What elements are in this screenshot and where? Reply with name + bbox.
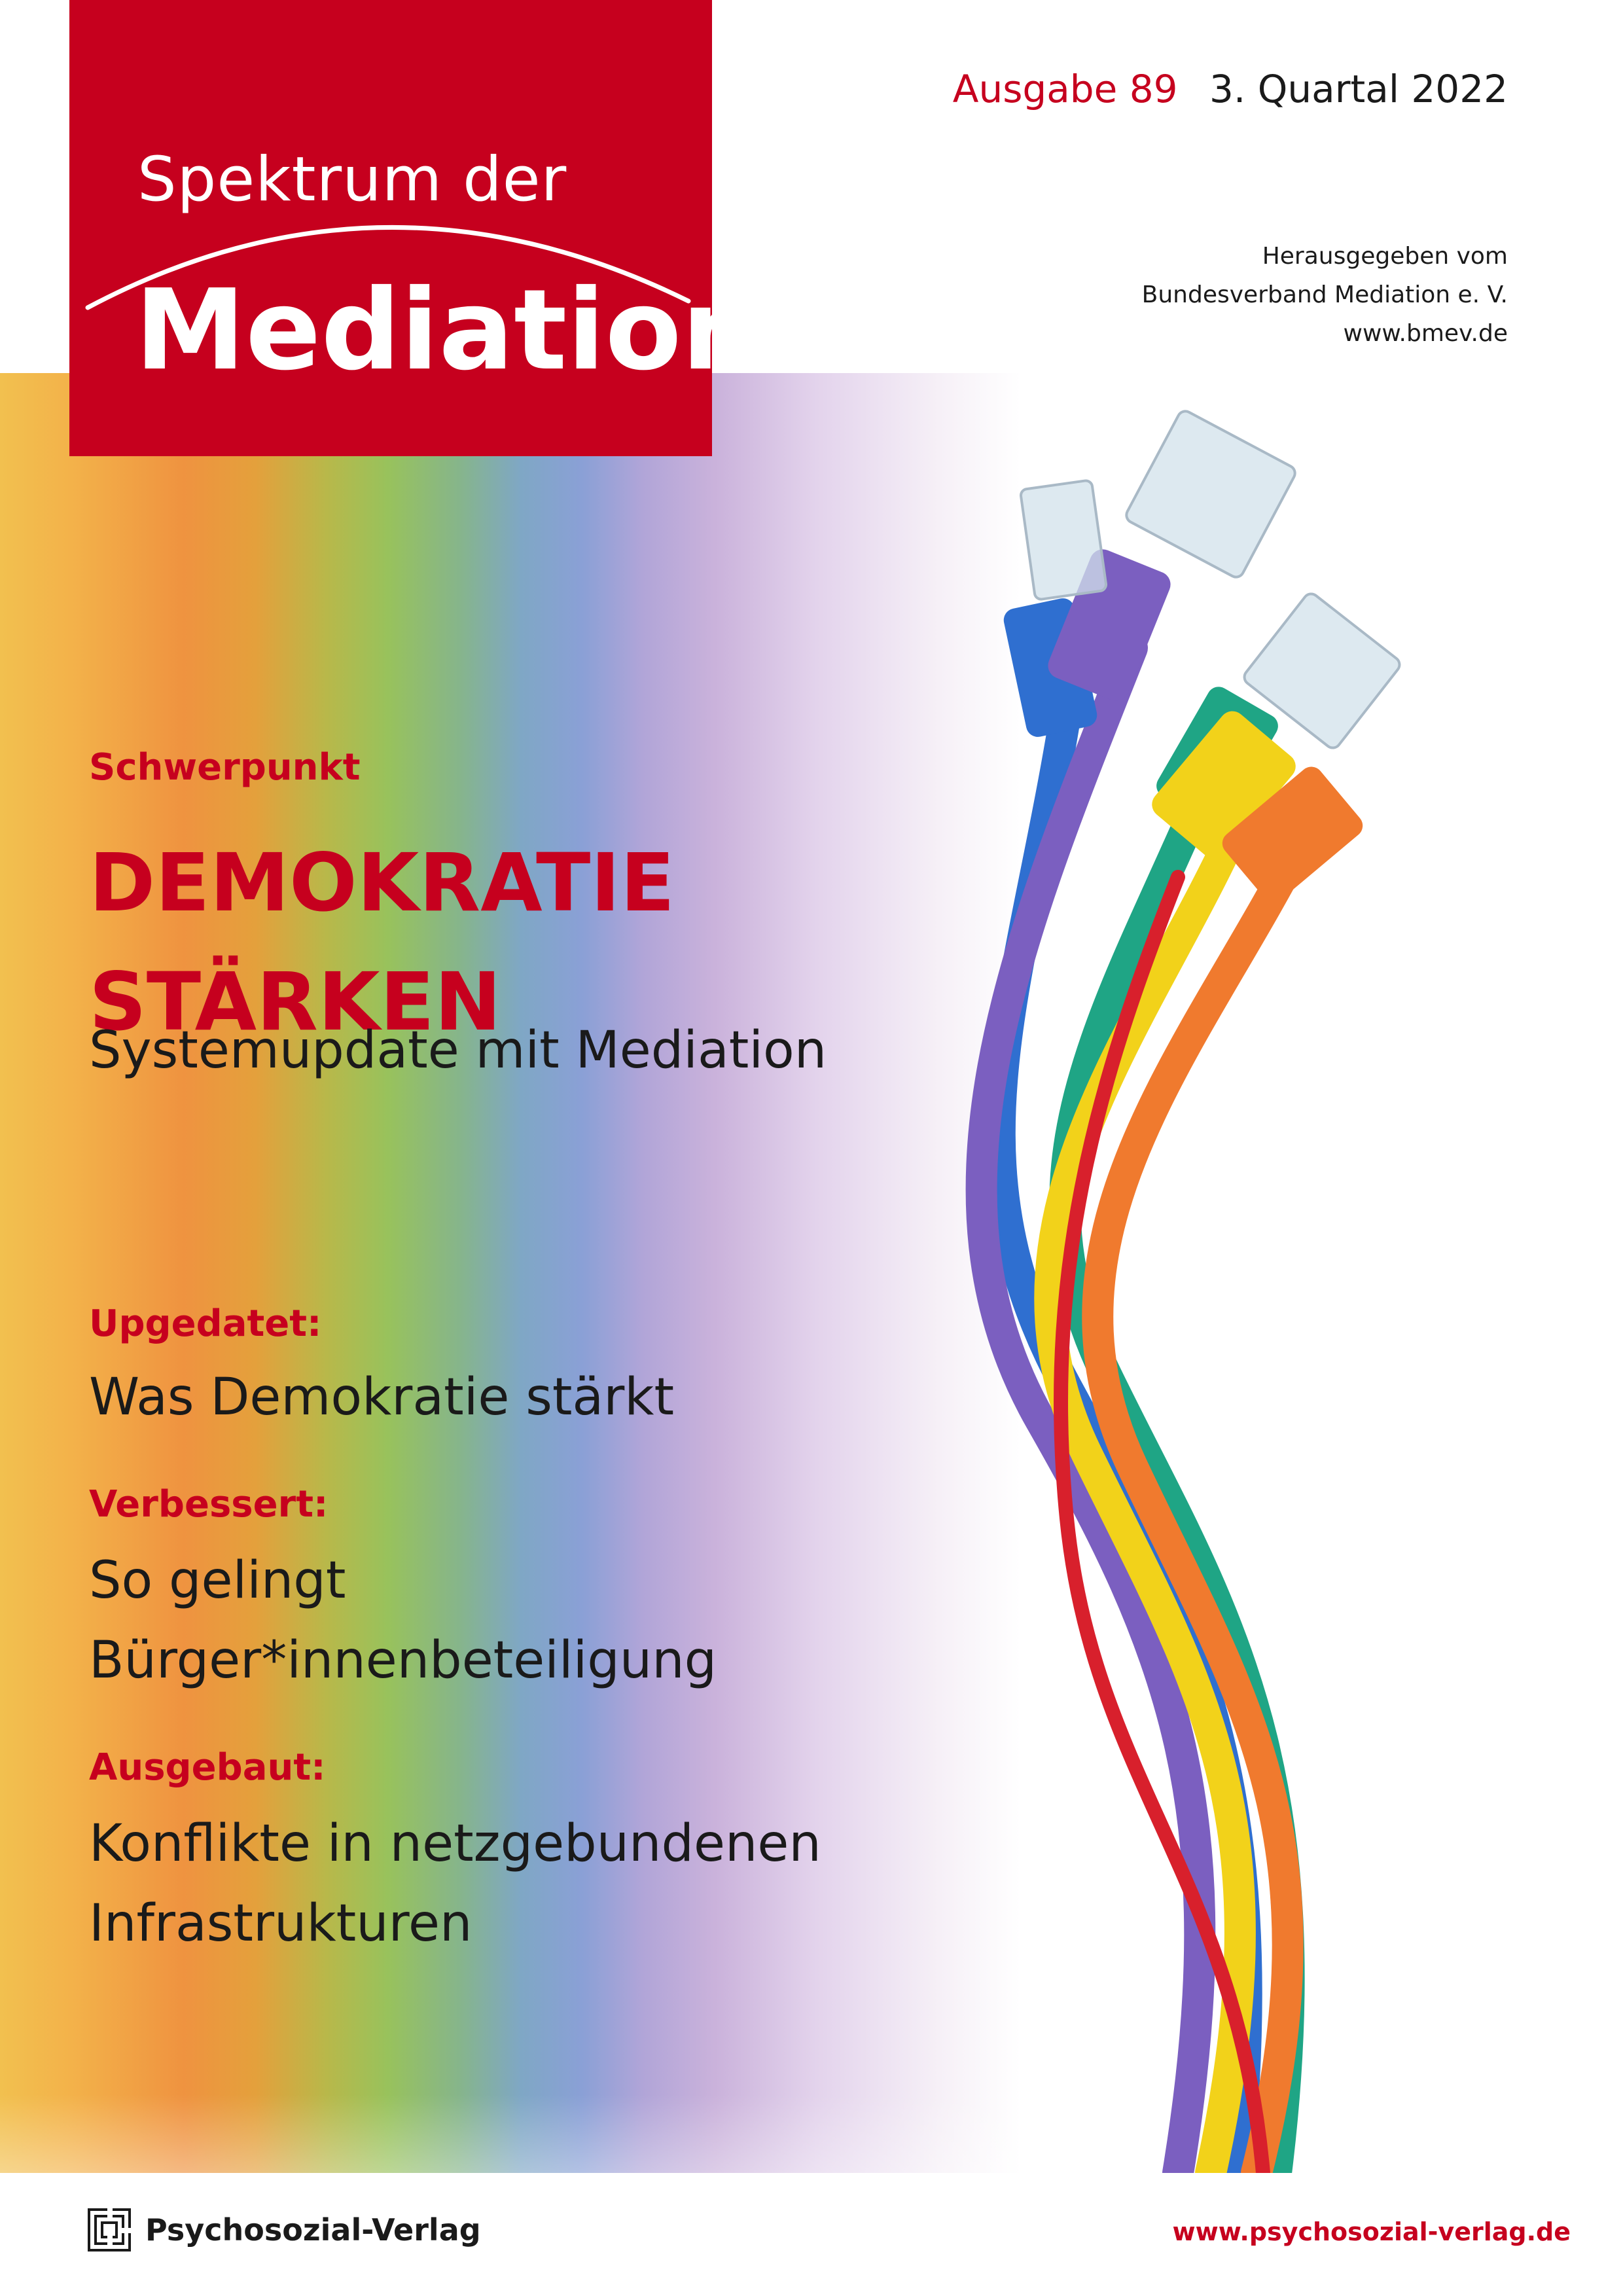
focus-headline-line1: DEMOKRATIE — [89, 836, 675, 929]
maze-logo-icon — [88, 2208, 131, 2251]
footer-publisher-name: Psychosozial-Verlag — [145, 2212, 481, 2248]
footer-publisher-url[interactable]: www.psychosozial-verlag.de — [1172, 2217, 1571, 2246]
publisher-info — [1142, 237, 1508, 353]
masthead-logo — [69, 0, 761, 456]
twisted-network-cables-image — [870, 406, 1512, 2173]
focus-subline: Systemupdate mit Mediation — [89, 1021, 827, 1080]
topic-label-3: Ausgebaut: — [89, 1746, 326, 1789]
issue-quarter: 3. Quartal 2022 — [1209, 67, 1508, 111]
topic-label-1: Upgedatet: — [89, 1302, 322, 1345]
publisher-website: www.bmev.de — [1343, 320, 1508, 347]
masthead-title-line1: Spektrum der — [137, 144, 567, 215]
topic-title-1: Was Demokratie stärkt — [89, 1368, 675, 1427]
issue-number: Ausgabe 89 — [952, 67, 1178, 111]
publisher-line2: Bundesverband Mediation e. V. — [1141, 281, 1508, 308]
topic-title-2-line1: So gelingt — [89, 1551, 346, 1610]
topic-label-2: Verbessert: — [89, 1483, 329, 1526]
focus-headline-line2: STÄRKEN — [89, 956, 501, 1049]
focus-label: Schwerpunkt — [89, 746, 361, 789]
masthead-title-line2: Mediation — [135, 266, 761, 395]
topic-title-3-line2: Infrastrukturen — [89, 1894, 473, 1953]
publisher-line1: Herausgegeben vom — [1262, 243, 1508, 270]
background-fade — [0, 2094, 1021, 2173]
topic-title-2-line2: Bürger*innenbeteiligung — [89, 1631, 717, 1690]
topic-title-3-line1: Konflikte in netzgebundenen — [89, 1814, 821, 1873]
issue-info — [953, 67, 1508, 111]
